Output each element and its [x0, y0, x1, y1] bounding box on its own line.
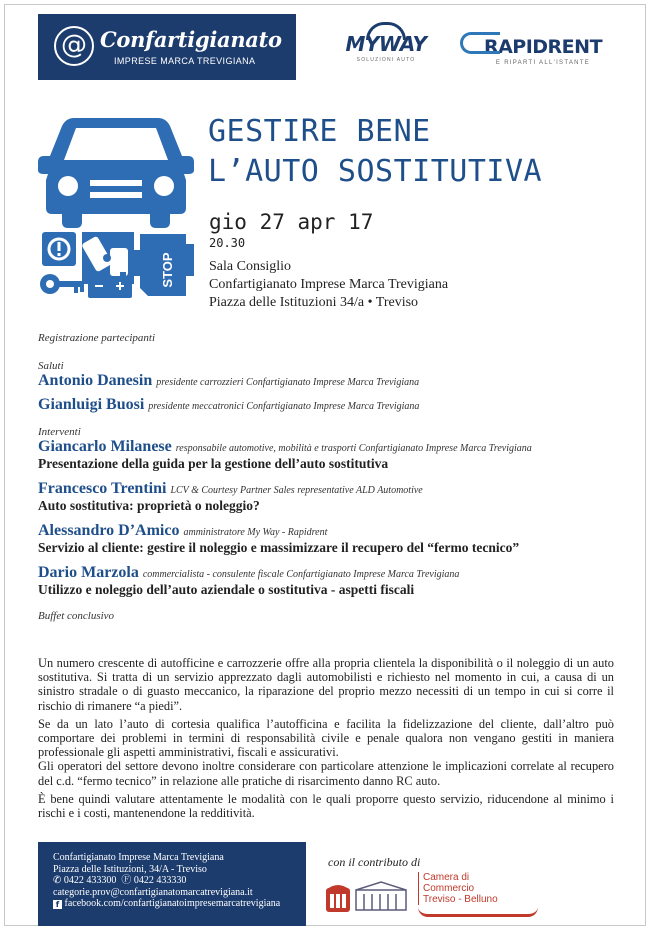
- footer-fax: Ⓕ 0422 433330: [121, 875, 187, 887]
- footer-phones: [53, 875, 306, 887]
- greetings-label: Saluti: [38, 360, 64, 372]
- speaker-name: Giancarlo Milanese: [38, 438, 172, 455]
- rapidrent-name: RAPIDRENT: [483, 36, 603, 58]
- camera-swoosh-icon: [418, 907, 538, 917]
- footer-phone: ✆ 0422 433300: [53, 875, 117, 887]
- footer-email[interactable]: categorie.prov@confartigianatomarcatrevigiana.it: [53, 886, 253, 898]
- event-time: 20.30: [209, 236, 246, 250]
- myway-subtitle: SOLUZIONI AUTO: [356, 57, 416, 63]
- speaker-role: LCV & Courtesy Partner Sales representative ALD Automotive: [170, 485, 423, 496]
- talks-label: Interventi: [38, 426, 81, 438]
- speaker-name: Antonio Danesin: [38, 372, 153, 389]
- event-date: gio 27 apr 17: [209, 210, 374, 234]
- brand-subtitle: IMPRESE MARCA TREVIGIANA: [114, 56, 256, 66]
- contrib-label: con il contributo di: [328, 855, 421, 869]
- event-venue: [209, 258, 448, 312]
- speaker-role: commercialista - consulente fiscale Confartigianato Imprese Marca Trevigiana: [142, 569, 460, 580]
- body-paragraph: Se da un lato l’auto di cortesia qualifica l’autofficina e facilita la fidelizzazione del cliente, dall’altro può comportare dei problemi in termini di responsabilità civile e penale qualora non vengano gestiti in maniera professionale gli aspetti amministrativi, fiscali e assicurativi.: [38, 716, 614, 760]
- footer-contact-box: [38, 842, 306, 926]
- speaker-role: amministratore My Way - Rapidrent: [183, 527, 328, 538]
- camera-line-1: Camera di Commercio: [423, 872, 475, 894]
- confartigianato-header: [38, 14, 296, 80]
- body-paragraph: È bene quindi valutare attentamente le modalità con le quali proporre questo servizio, riducendone al minimo i rischi e i costi, mantenendone la redditività.: [38, 791, 614, 821]
- talk-title: Servizio al cliente: gestire il noleggio e massimizzare il recupero del “fermo tecnico”: [38, 540, 520, 555]
- car-illustration: [36, 110, 196, 300]
- talk-title: Auto sostitutiva: proprietà o noleggio?: [38, 498, 260, 513]
- camera-commercio-logo: [418, 872, 518, 917]
- footer-org: Confartigianato Imprese Marca Trevigiana: [53, 852, 224, 863]
- warning-light-icon: [42, 232, 76, 266]
- body-paragraph: Gli operatori del settore devono inoltre considerare con particolare attenzione le implicazioni correlate al recupero del c.d. “fermo tecnico” in relazione alle pratiche di risarcimento danno RC auto.: [38, 759, 614, 788]
- car-icon: [38, 118, 194, 228]
- swoosh-icon: [460, 32, 500, 54]
- speaker-name: Francesco Trentini: [38, 480, 167, 497]
- speaker-name: Gianluigi Buosi: [38, 396, 145, 413]
- speaker-name: Alessandro D’Amico: [38, 522, 180, 539]
- event-title: [208, 112, 542, 192]
- venue-line-3: Piazza delle Istituzioni 34/a • Treviso: [209, 295, 419, 310]
- stop-label: STOP: [160, 252, 175, 288]
- camera-name: [418, 872, 518, 905]
- title-line-2: L’AUTO SOSTITUTIVA: [208, 154, 543, 189]
- body-paragraph: Un numero crescente di autofficine e carrozzerie offre alla propria clientela la disponibilità o il noleggio di un auto sostitutiva. Si tratta di un servizio apprezzato dagli automobilisti e richiesto nel momento in cui, a causa di un sinistro stradale o di guasto meccanico, la riparazione del proprio mezzo necessiti di un tempo in cui si corre il rischio di rimanere “a piedi”.: [38, 656, 614, 713]
- speaker-row: [38, 522, 628, 540]
- rapidrent-subtitle: E RIPARTI ALL'ISTANTE: [495, 60, 591, 66]
- brand-name: Confartigianato: [100, 27, 282, 52]
- closing-label: Buffet conclusivo: [38, 610, 115, 622]
- venue-line-2: Confartigianato Imprese Marca Trevigiana: [209, 277, 449, 292]
- footer-facebook-link[interactable]: facebook.com/confartigianatoimpresemarcatrevigiana: [64, 898, 281, 910]
- facebook-icon: f: [53, 900, 62, 909]
- myway-logo: [340, 32, 432, 63]
- confartigianato-logo-icon: @: [54, 26, 94, 66]
- talk-title: Utilizzo e noleggio dell’auto aziendale o sostitutiva - aspetti fiscali: [38, 582, 415, 597]
- speaker-row: [38, 438, 628, 456]
- talk-title: Presentazione della guida per la gestione dell’auto sostitutiva: [38, 456, 389, 471]
- footer-address: Piazza delle Istituzioni, 34/A - Treviso: [53, 863, 207, 875]
- speaker-row: [38, 480, 628, 498]
- myway-name: MYWAY: [345, 32, 427, 56]
- speaker-row: [38, 396, 628, 414]
- key-icon: [40, 274, 84, 294]
- speaker-row: [38, 372, 628, 390]
- body-text: [38, 656, 614, 824]
- programme: [38, 332, 628, 622]
- speaker-role: presidente meccatronici Confartigianato Imprese Marca Trevigiana: [148, 401, 420, 412]
- camera-line-2: Treviso - Belluno: [423, 894, 498, 905]
- speaker-row: [38, 564, 628, 582]
- rapidrent-logo: [460, 36, 626, 66]
- registration-label: Registrazione partecipanti: [38, 332, 156, 344]
- speaker-role: responsabile automotive, mobilità e trasporti Confartigianato Imprese Marca Trevigiana: [175, 443, 532, 454]
- speaker-name: Dario Marzola: [38, 564, 139, 581]
- footer-facebook[interactable]: [53, 898, 306, 910]
- title-line-1: GESTIRE BENE: [208, 114, 431, 149]
- speaker-role: presidente carrozzieri Confartigianato Imprese Marca Trevigiana: [156, 377, 420, 388]
- engine-stop-icon: [134, 234, 194, 296]
- chamber-of-commerce-logo-icon: [324, 878, 414, 914]
- venue-line-1: Sala Consiglio: [209, 259, 292, 274]
